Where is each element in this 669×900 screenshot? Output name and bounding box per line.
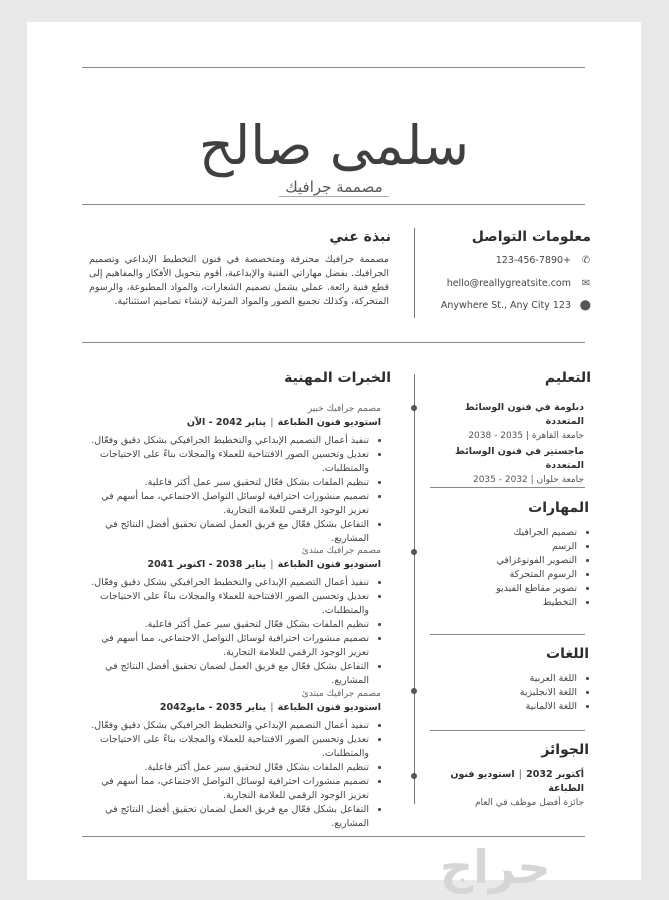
job-bullet: • التفاعل بشكل فعّال مع فريق العمل لضمان تحقيق أفضل النتائج في المشاريع.: [81, 660, 369, 688]
languages-rule: [430, 730, 585, 731]
language-item: • اللغة العربية: [429, 672, 577, 686]
timeline-dot: [411, 405, 417, 411]
mail-icon: ✉: [581, 278, 591, 289]
skill-item: • التخطيط: [429, 596, 577, 610]
job-entry: مصمم جرافيك خبير استوديو فنون الطباعة|يناير 2042 - الآن • تنفيذ أعمال التصميم الإبداعي والتخطيط الجرافيكي بشكل دقيق وفعّال. • تعديل وتحسين الصور الافتتاحية للعملاء والمجلات بناءً على الاحتياجات والمتطلبات. • تنظيم الملفات بشكل فعّال لتحقيق سير عمل أكثر فاعلية. • تصميم منشورات احترافية لوسائل التواصل الاجتماعي، مما أسهم في تعزيز الوجود الرقمي للعلامة التجارية. • التفاعل بشكل فعّال مع فريق العمل لضمان تحقيق أفضل النتائج في المشاريع.: [81, 402, 381, 546]
phone-icon: ✆: [581, 255, 591, 266]
job-entry: مصمم جرافيك مبتدئ استوديو فنون الطباعة|يناير 2035 - مايو2042 • تنفيذ أعمال التصميم الإبداعي والتخطيط الجرافيكي بشكل دقيق وفعّال. • تعديل وتحسين الصور الافتتاحية للعملاء والمجلات بناءً على الاحتياجات والمتطلبات. • تنظيم الملفات بشكل فعّال لتحقيق سير عمل أكثر فاعلية. • تصميم منشورات احترافية لوسائل التواصل الاجتماعي، مما أسهم في تعزيز الوجود الرقمي للعلامة التجارية. • التفاعل بشكل فعّال مع فريق العمل لضمان تحقيق أفضل النتائج في المشاريع.: [81, 687, 381, 831]
education-rule: [430, 487, 585, 488]
education-item: ماجستير في فنون الوسائط المتعددة جامعة حلوان | 2032 - 2035: [455, 446, 584, 485]
awards-title: الجوائز: [541, 742, 589, 758]
contact-email: ✉ hello@reallygreatsite.com: [446, 278, 591, 289]
mid-rule: [82, 342, 585, 343]
job-bullet: • تصميم منشورات احترافية لوسائل التواصل الاجتماعي، مما أسهم في تعزيز الوجود الرقمي للعلامة التجارية.: [81, 490, 369, 518]
role-text: مصممة جرافيك: [279, 178, 388, 197]
job-entry: مصمم جرافيك مبتدئ استوديو فنون الطباعة|يناير 2038 - اكتوبر 2041 • تنفيذ أعمال التصميم الإبداعي والتخطيط الجرافيكي بشكل دقيق وفعّال. • تعديل وتحسين الصور الافتتاحية للعملاء والمجلات بناءً على الاحتياجات والمتطلبات. • تنظيم الملفات بشكل فعّال لتحقيق سير عمل أكثر فاعلية. • تصميم منشورات احترافية لوسائل التواصل الاجتماعي، مما أسهم في تعزيز الوجود الرقمي للعلامة التجارية. • التفاعل بشكل فعّال مع فريق العمل لضمان تحقيق أفضل النتائج في المشاريع.: [81, 544, 381, 688]
resume-page: [27, 22, 641, 880]
watermark-logo: حراج: [440, 840, 551, 894]
bottom-rule: [82, 836, 585, 837]
person-name: سلمى صالح: [198, 114, 470, 177]
skill-item: • الرسم: [429, 540, 577, 554]
skills-rule: [430, 634, 585, 635]
location-pin-icon: ⬤: [579, 300, 591, 311]
award-item: أكتوبر 2032|استوديو فنون الطباعة جائزة أفضل موظف في العام: [450, 769, 584, 808]
job-bullet: • التفاعل بشكل فعّال مع فريق العمل لضمان تحقيق أفضل النتائج في المشاريع.: [81, 518, 369, 546]
skill-item: • التصوير الفوتوغرافي: [429, 554, 577, 568]
job-bullet: • تنظيم الملفات بشكل فعّال لتحقيق سير عمل أكثر فاعلية.: [81, 761, 369, 775]
job-bullet: • تنظيم الملفات بشكل فعّال لتحقيق سير عمل أكثر فاعلية.: [81, 476, 369, 490]
skill-item: • الرسوم المتحركة: [429, 568, 577, 582]
job-bullet: • تنفيذ أعمال التصميم الإبداعي والتخطيط الجرافيكي بشكل دقيق وفعّال.: [81, 719, 369, 733]
languages-list: [429, 672, 589, 714]
about-text: مصممة جرافيك محترفة ومتخصصة في فنون التخطيط الإبداعي وتصميم الجرافيك. بفضل مهاراتي الفنية والإبداعية، أقوم بتحويل الأفكار والمفاهيم إلى قطع فنية رائعة. عملي يشمل تصميم الشعارات، والمواد المطبوعة، والرسوم المتحركة، وكذلك تجميع الصور والمواد المرئية لإنشاء تصاميم استثنائية.: [89, 254, 389, 307]
contact-phone: ✆ 123-456-7890+: [495, 255, 591, 266]
header-rule: [82, 204, 585, 205]
job-bullet: • تعديل وتحسين الصور الافتتاحية للعملاء والمجلات بناءً على الاحتياجات والمتطلبات.: [81, 590, 369, 618]
person-role: [27, 178, 641, 196]
skill-item: • تصميم الجرافيك: [429, 526, 577, 540]
job-bullet: • تنفيذ أعمال التصميم الإبداعي والتخطيط الجرافيكي بشكل دقيق وفعّال.: [81, 434, 369, 448]
language-item: • اللغة الانجليزية: [429, 686, 577, 700]
language-item: • اللغة الالمانية: [429, 700, 577, 714]
education-item: دبلومة في فنون الوسائط المتعددة جامعة القاهرة | 2035 - 2038: [464, 402, 584, 441]
contact-address: ⬤ Anywhere St., Any City 123: [440, 300, 591, 311]
timeline-dot: [411, 549, 417, 555]
job-bullet: • تعديل وتحسين الصور الافتتاحية للعملاء والمجلات بناءً على الاحتياجات والمتطلبات.: [81, 733, 369, 761]
education-title: التعليم: [545, 370, 591, 386]
timeline-dot: [411, 688, 417, 694]
about-title: نبذة عني: [329, 229, 391, 245]
job-bullet: • تصميم منشورات احترافية لوسائل التواصل الاجتماعي، مما أسهم في تعزيز الوجود الرقمي للعلامة التجارية.: [81, 775, 369, 803]
skills-list: [429, 526, 589, 610]
contact-title: معلومات التواصل: [472, 229, 591, 245]
job-bullet: • التفاعل بشكل فعّال مع فريق العمل لضمان تحقيق أفضل النتائج في المشاريع.: [81, 803, 369, 831]
job-bullet: • تنفيذ أعمال التصميم الإبداعي والتخطيط الجرافيكي بشكل دقيق وفعّال.: [81, 576, 369, 590]
experience-title: الخبرات المهنية: [284, 370, 391, 386]
job-bullet: • تعديل وتحسين الصور الافتتاحية للعملاء والمجلات بناءً على الاحتياجات والمتطلبات.: [81, 448, 369, 476]
top-divider: [414, 228, 415, 318]
top-rule: [82, 67, 585, 68]
job-bullet: • تنظيم الملفات بشكل فعّال لتحقيق سير عمل أكثر فاعلية.: [81, 618, 369, 632]
skills-title: المهارات: [528, 500, 589, 516]
timeline-line: [414, 374, 415, 804]
job-bullet: • تصميم منشورات احترافية لوسائل التواصل الاجتماعي، مما أسهم في تعزيز الوجود الرقمي للعلامة التجارية.: [81, 632, 369, 660]
languages-title: اللغات: [546, 646, 589, 662]
skill-item: • تصوير مقاطع الفيديو: [429, 582, 577, 596]
